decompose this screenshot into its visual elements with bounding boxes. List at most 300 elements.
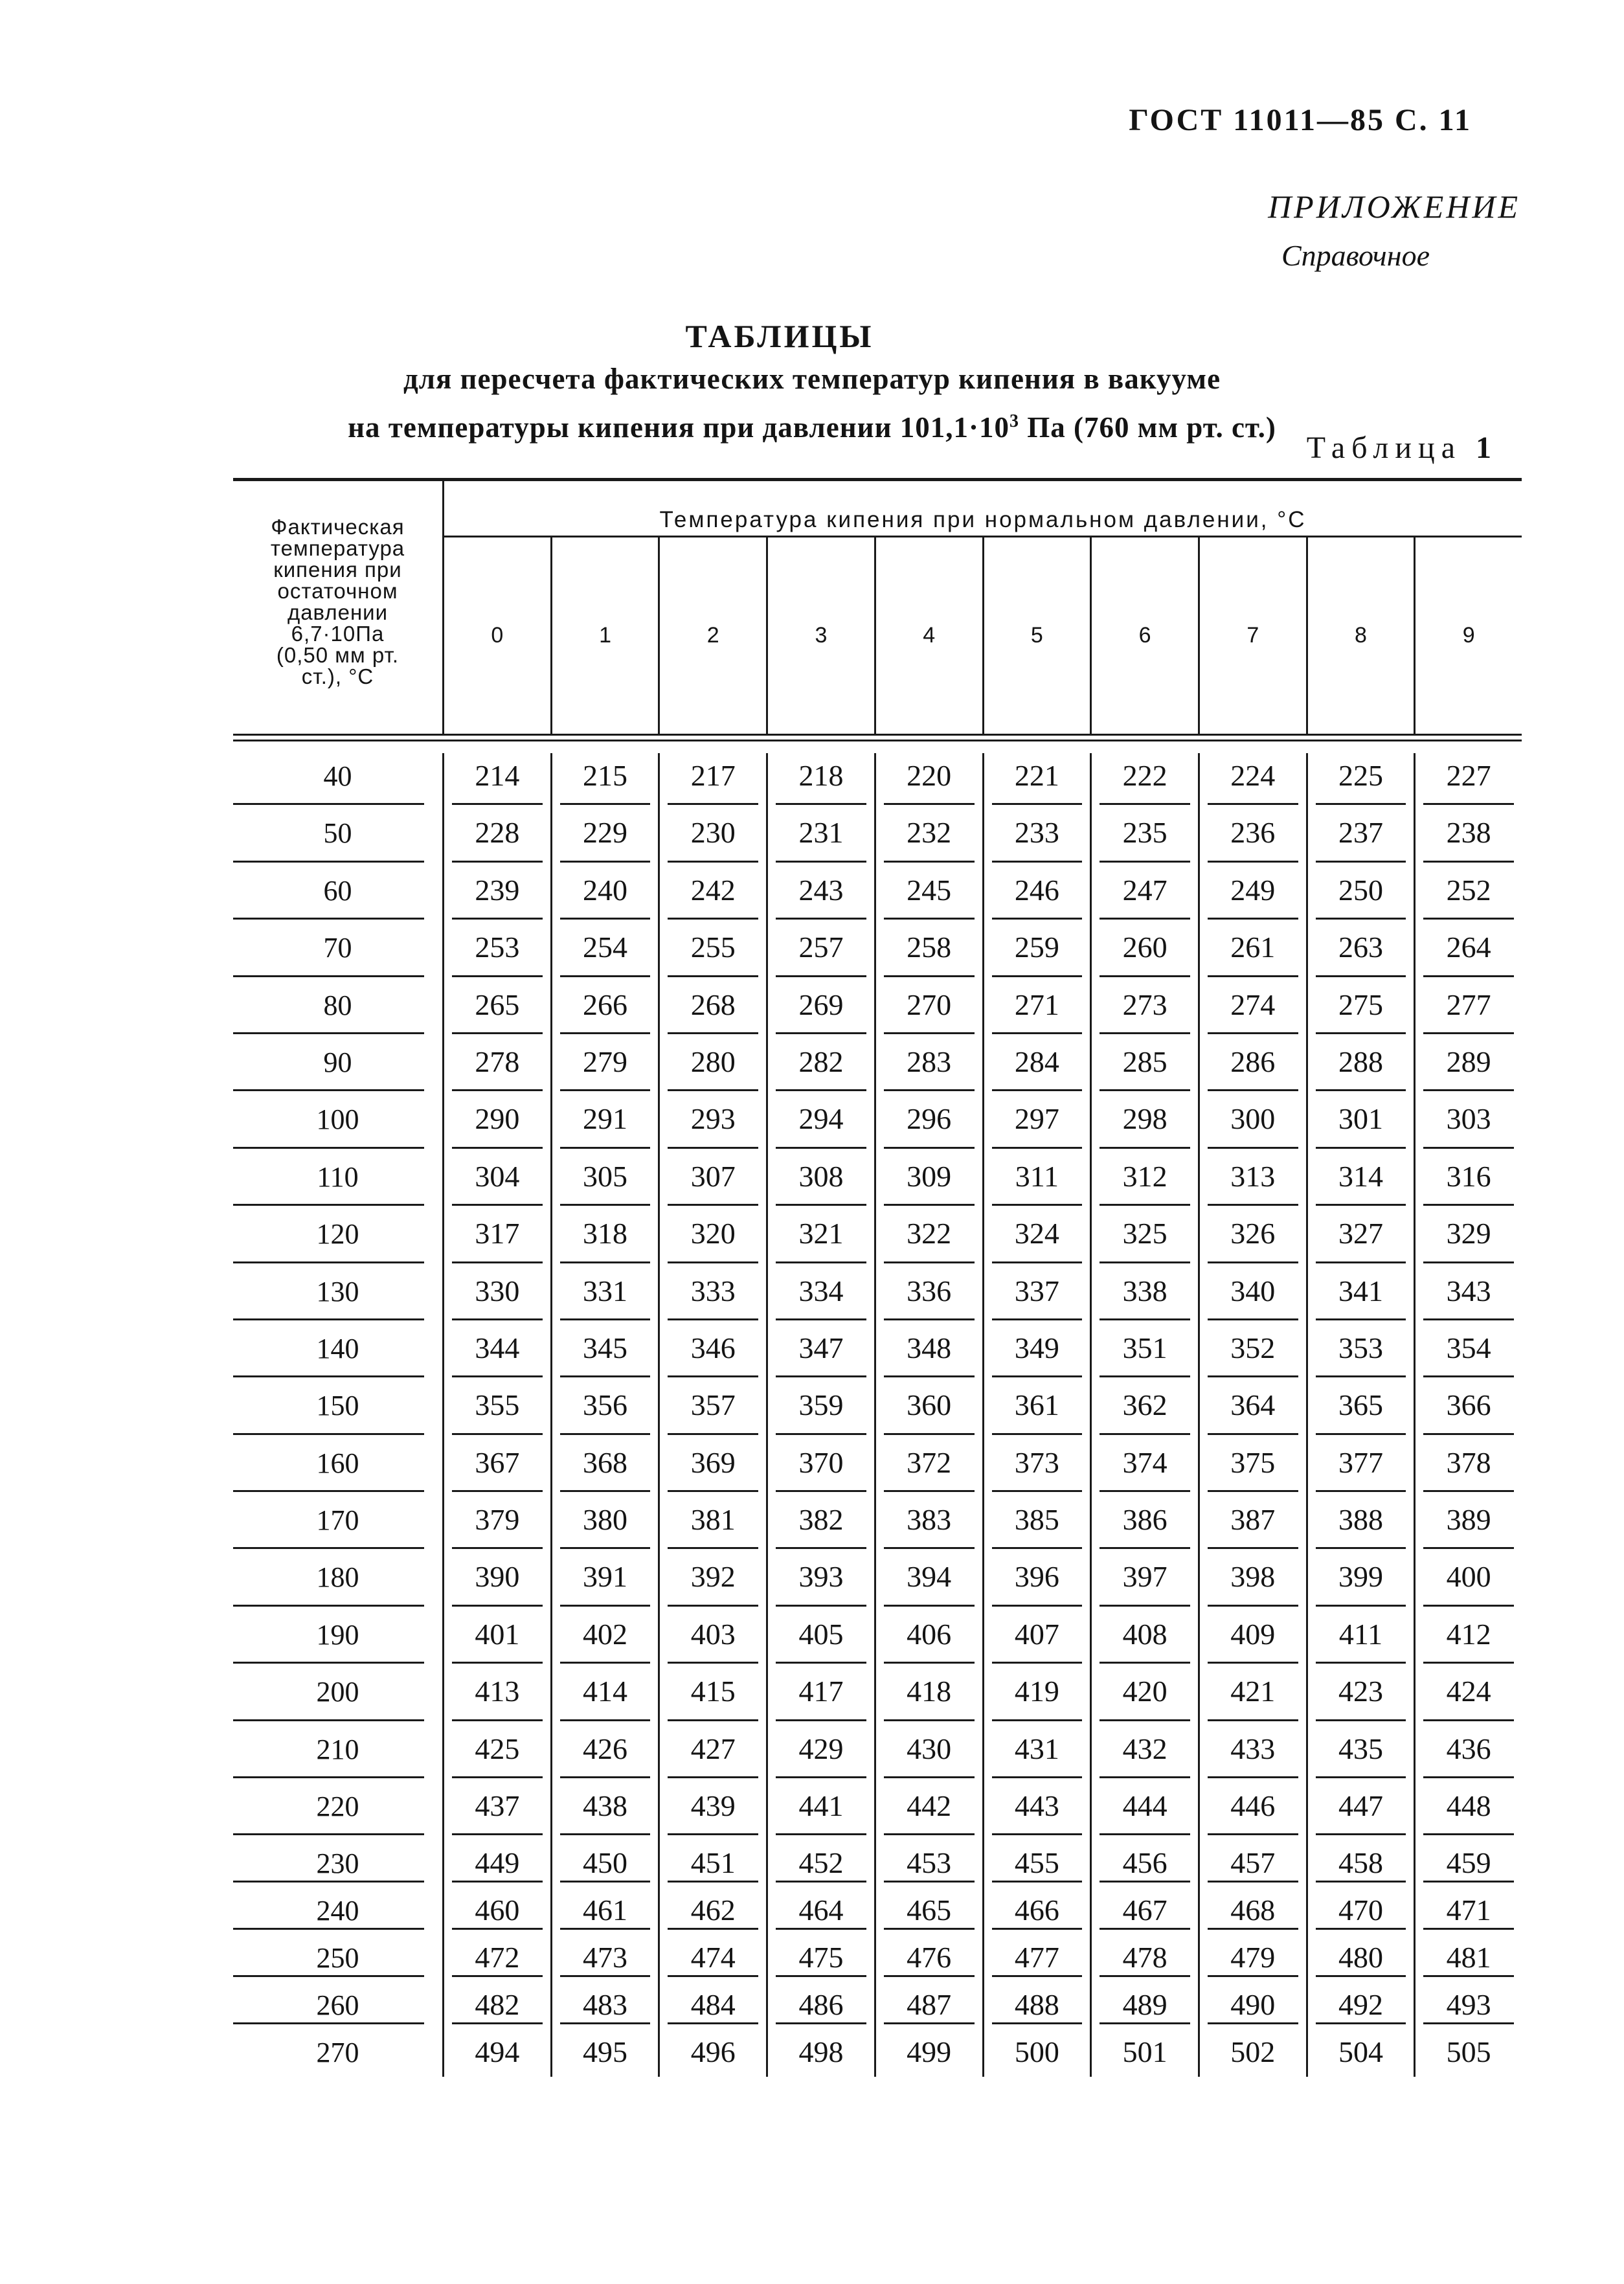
column-group-title: Температура кипения при нормальном давлении, °С bbox=[444, 481, 1522, 537]
table-cell: 275 bbox=[1306, 982, 1414, 1039]
table-cell: 438 bbox=[550, 1783, 659, 1840]
table-cell: 343 bbox=[1414, 1269, 1522, 1326]
appendix-type: Справочное bbox=[1281, 239, 1430, 272]
column-header-1: 1 bbox=[550, 537, 659, 734]
table-cell: 456 bbox=[1090, 1840, 1198, 1888]
table-cell: 296 bbox=[874, 1096, 982, 1153]
page-header: ГОСТ 11011—85 С. 11 bbox=[1129, 103, 1472, 137]
row-key: 220 bbox=[233, 1783, 444, 1840]
table-cell: 375 bbox=[1198, 1440, 1306, 1497]
row-cells bbox=[444, 1211, 1522, 1268]
table-cell: 239 bbox=[444, 868, 550, 925]
column-header-8: 8 bbox=[1306, 537, 1414, 734]
table-cell: 333 bbox=[658, 1269, 766, 1326]
table-cell: 237 bbox=[1306, 810, 1414, 867]
row-key: 120 bbox=[233, 1211, 444, 1268]
table-cell: 268 bbox=[658, 982, 766, 1039]
table-cell: 405 bbox=[766, 1612, 874, 1669]
table-cell: 477 bbox=[982, 1935, 1090, 1982]
table-cell: 483 bbox=[550, 1982, 659, 2030]
table-cell: 252 bbox=[1414, 868, 1522, 925]
table-cell: 293 bbox=[658, 1096, 766, 1153]
title-line-1: для пересчета фактических температур кипения в вакууме bbox=[403, 363, 1221, 395]
table-cell: 304 bbox=[444, 1154, 550, 1211]
table-cell: 278 bbox=[444, 1039, 550, 1096]
table-cell: 396 bbox=[982, 1554, 1090, 1611]
row-key: 260 bbox=[233, 1982, 444, 2030]
table-cell: 233 bbox=[982, 810, 1090, 867]
table-cell: 360 bbox=[874, 1383, 982, 1440]
row-key: 210 bbox=[233, 1726, 444, 1783]
column-header-9: 9 bbox=[1414, 537, 1522, 734]
table-row bbox=[233, 1211, 1522, 1268]
appendix-label: ПРИЛОЖЕНИЕ bbox=[1268, 188, 1520, 225]
row-key: 70 bbox=[233, 925, 444, 982]
row-header-cell bbox=[233, 481, 444, 734]
table-cell: 465 bbox=[874, 1888, 982, 1935]
table-cell: 254 bbox=[550, 925, 659, 982]
table-cell: 255 bbox=[658, 925, 766, 982]
row-header-line: ст.), °С bbox=[301, 664, 374, 688]
table-cell: 383 bbox=[874, 1497, 982, 1554]
table-cell: 430 bbox=[874, 1726, 982, 1783]
table-cell: 446 bbox=[1198, 1783, 1306, 1840]
table-cell: 482 bbox=[444, 1982, 550, 2030]
table-cell: 392 bbox=[658, 1554, 766, 1611]
table-cell: 331 bbox=[550, 1269, 659, 1326]
table-cell: 313 bbox=[1198, 1154, 1306, 1211]
table-cell: 273 bbox=[1090, 982, 1198, 1039]
row-header-line: (0,50 мм рт. bbox=[276, 643, 400, 667]
table-cell: 357 bbox=[658, 1383, 766, 1440]
table-cell: 228 bbox=[444, 810, 550, 867]
table-cell: 370 bbox=[766, 1440, 874, 1497]
row-cells bbox=[444, 1383, 1522, 1440]
table-cell: 364 bbox=[1198, 1383, 1306, 1440]
table-cell: 227 bbox=[1414, 753, 1522, 810]
table-cell: 224 bbox=[1198, 753, 1306, 810]
table-cell: 493 bbox=[1414, 1982, 1522, 2030]
table-row bbox=[233, 1982, 1522, 2030]
table-cell: 418 bbox=[874, 1669, 982, 1726]
table-cell: 406 bbox=[874, 1612, 982, 1669]
table-cell: 431 bbox=[982, 1726, 1090, 1783]
table-cell: 240 bbox=[550, 868, 659, 925]
table-cell: 346 bbox=[658, 1326, 766, 1383]
table-cell: 229 bbox=[550, 810, 659, 867]
table-cell: 394 bbox=[874, 1554, 982, 1611]
row-cells bbox=[444, 925, 1522, 982]
table-cell: 423 bbox=[1306, 1669, 1414, 1726]
row-cells bbox=[444, 1269, 1522, 1326]
table-cell: 367 bbox=[444, 1440, 550, 1497]
table-cell: 402 bbox=[550, 1612, 659, 1669]
table-row bbox=[233, 1383, 1522, 1440]
table-cell: 502 bbox=[1198, 2030, 1306, 2077]
row-key: 150 bbox=[233, 1383, 444, 1440]
table-row bbox=[233, 982, 1522, 1039]
table-cell: 336 bbox=[874, 1269, 982, 1326]
row-key: 40 bbox=[233, 753, 444, 810]
table-cell: 496 bbox=[658, 2030, 766, 2077]
title-block bbox=[0, 317, 1624, 446]
table-header-row bbox=[233, 481, 1522, 734]
table-cell: 495 bbox=[550, 2030, 659, 2077]
table-cell: 471 bbox=[1414, 1888, 1522, 1935]
table-cell: 390 bbox=[444, 1554, 550, 1611]
row-key: 60 bbox=[233, 868, 444, 925]
table-cell: 457 bbox=[1198, 1840, 1306, 1888]
table-cell: 449 bbox=[444, 1840, 550, 1888]
table-cell: 393 bbox=[766, 1554, 874, 1611]
table-cell: 291 bbox=[550, 1096, 659, 1153]
table-cell: 300 bbox=[1198, 1096, 1306, 1153]
table-cell: 288 bbox=[1306, 1039, 1414, 1096]
row-cells bbox=[444, 1096, 1522, 1153]
table-cell: 372 bbox=[874, 1440, 982, 1497]
table-row bbox=[233, 1888, 1522, 1935]
row-key: 140 bbox=[233, 1326, 444, 1383]
row-cells bbox=[444, 1726, 1522, 1783]
table-cell: 340 bbox=[1198, 1269, 1306, 1326]
row-key: 240 bbox=[233, 1888, 444, 1935]
table-cell: 320 bbox=[658, 1211, 766, 1268]
table-cell: 453 bbox=[874, 1840, 982, 1888]
table-cell: 500 bbox=[982, 2030, 1090, 2077]
table-cell: 374 bbox=[1090, 1440, 1198, 1497]
table-cell: 261 bbox=[1198, 925, 1306, 982]
row-key: 230 bbox=[233, 1840, 444, 1888]
table-cell: 222 bbox=[1090, 753, 1198, 810]
row-cells bbox=[444, 1669, 1522, 1726]
table-cell: 397 bbox=[1090, 1554, 1198, 1611]
table-cell: 417 bbox=[766, 1669, 874, 1726]
row-key: 270 bbox=[233, 2030, 444, 2077]
table-cell: 285 bbox=[1090, 1039, 1198, 1096]
table-cell: 330 bbox=[444, 1269, 550, 1326]
column-header-4: 4 bbox=[874, 537, 982, 734]
table-cell: 307 bbox=[658, 1154, 766, 1211]
row-cells bbox=[444, 1840, 1522, 1888]
table-cell: 246 bbox=[982, 868, 1090, 925]
table-cell: 462 bbox=[658, 1888, 766, 1935]
table-cell: 398 bbox=[1198, 1554, 1306, 1611]
table-cell: 250 bbox=[1306, 868, 1414, 925]
column-header-5: 5 bbox=[982, 537, 1090, 734]
table-row bbox=[233, 1096, 1522, 1153]
table-cell: 420 bbox=[1090, 1669, 1198, 1726]
table-cell: 490 bbox=[1198, 1982, 1306, 2030]
column-header-6: 6 bbox=[1090, 537, 1198, 734]
table-cell: 245 bbox=[874, 868, 982, 925]
table-cell: 437 bbox=[444, 1783, 550, 1840]
title-line-2-after: Па (760 мм рт. ст.) bbox=[1019, 411, 1276, 444]
row-cells bbox=[444, 1935, 1522, 1982]
table-cell: 429 bbox=[766, 1726, 874, 1783]
title-line-2-sup: 3 bbox=[1009, 411, 1020, 431]
table-cell: 365 bbox=[1306, 1383, 1414, 1440]
table-cell: 235 bbox=[1090, 810, 1198, 867]
table-cell: 214 bbox=[444, 753, 550, 810]
table-cell: 411 bbox=[1306, 1612, 1414, 1669]
table-cell: 400 bbox=[1414, 1554, 1522, 1611]
table-cell: 433 bbox=[1198, 1726, 1306, 1783]
row-cells bbox=[444, 1039, 1522, 1096]
table-cell: 464 bbox=[766, 1888, 874, 1935]
table-row bbox=[233, 1840, 1522, 1888]
table-cell: 476 bbox=[874, 1935, 982, 1982]
row-key: 160 bbox=[233, 1440, 444, 1497]
table-cell: 388 bbox=[1306, 1497, 1414, 1554]
table-cell: 452 bbox=[766, 1840, 874, 1888]
table-cell: 230 bbox=[658, 810, 766, 867]
table-cell: 354 bbox=[1414, 1326, 1522, 1383]
row-header-line: температура bbox=[270, 536, 405, 560]
table-row bbox=[233, 1612, 1522, 1669]
table-cell: 421 bbox=[1198, 1669, 1306, 1726]
table-cell: 283 bbox=[874, 1039, 982, 1096]
table-cell: 321 bbox=[766, 1211, 874, 1268]
table-cell: 458 bbox=[1306, 1840, 1414, 1888]
table-cell: 399 bbox=[1306, 1554, 1414, 1611]
table-cell: 467 bbox=[1090, 1888, 1198, 1935]
table-cell: 377 bbox=[1306, 1440, 1414, 1497]
table-cell: 309 bbox=[874, 1154, 982, 1211]
table-cell: 361 bbox=[982, 1383, 1090, 1440]
conversion-table bbox=[233, 478, 1522, 2077]
table-cell: 274 bbox=[1198, 982, 1306, 1039]
table-cell: 322 bbox=[874, 1211, 982, 1268]
row-cells bbox=[444, 868, 1522, 925]
table-cell: 408 bbox=[1090, 1612, 1198, 1669]
table-cell: 472 bbox=[444, 1935, 550, 1982]
table-cell: 308 bbox=[766, 1154, 874, 1211]
table-cell: 266 bbox=[550, 982, 659, 1039]
table-cell: 389 bbox=[1414, 1497, 1522, 1554]
table-cell: 436 bbox=[1414, 1726, 1522, 1783]
table-cell: 264 bbox=[1414, 925, 1522, 982]
row-cells bbox=[444, 1783, 1522, 1840]
table-cell: 466 bbox=[982, 1888, 1090, 1935]
table-cell: 356 bbox=[550, 1383, 659, 1440]
column-group bbox=[444, 481, 1522, 734]
table-row bbox=[233, 1326, 1522, 1383]
table-cell: 324 bbox=[982, 1211, 1090, 1268]
table-cell: 318 bbox=[550, 1211, 659, 1268]
table-cell: 294 bbox=[766, 1096, 874, 1153]
table-cell: 277 bbox=[1414, 982, 1522, 1039]
table-cell: 311 bbox=[982, 1154, 1090, 1211]
table-cell: 460 bbox=[444, 1888, 550, 1935]
table-row bbox=[233, 1783, 1522, 1840]
row-key: 200 bbox=[233, 1669, 444, 1726]
table-cell: 455 bbox=[982, 1840, 1090, 1888]
table-cell: 439 bbox=[658, 1783, 766, 1840]
table-cell: 303 bbox=[1414, 1096, 1522, 1153]
table-cell: 504 bbox=[1306, 2030, 1414, 2077]
table-cell: 238 bbox=[1414, 810, 1522, 867]
row-cells bbox=[444, 1440, 1522, 1497]
table-cell: 461 bbox=[550, 1888, 659, 1935]
table-cell: 338 bbox=[1090, 1269, 1198, 1326]
table-cell: 258 bbox=[874, 925, 982, 982]
table-cell: 473 bbox=[550, 1935, 659, 1982]
table-cell: 345 bbox=[550, 1326, 659, 1383]
table-cell: 369 bbox=[658, 1440, 766, 1497]
column-header-7: 7 bbox=[1198, 537, 1306, 734]
table-cell: 316 bbox=[1414, 1154, 1522, 1211]
table-cell: 479 bbox=[1198, 1935, 1306, 1982]
table-body bbox=[233, 753, 1522, 2077]
table-cell: 391 bbox=[550, 1554, 659, 1611]
table-cell: 407 bbox=[982, 1612, 1090, 1669]
table-cell: 220 bbox=[874, 753, 982, 810]
row-cells bbox=[444, 1154, 1522, 1211]
table-cell: 381 bbox=[658, 1497, 766, 1554]
row-key: 170 bbox=[233, 1497, 444, 1554]
table-cell: 218 bbox=[766, 753, 874, 810]
row-key: 50 bbox=[233, 810, 444, 867]
table-cell: 236 bbox=[1198, 810, 1306, 867]
table-cell: 232 bbox=[874, 810, 982, 867]
row-cells bbox=[444, 1612, 1522, 1669]
table-cell: 409 bbox=[1198, 1612, 1306, 1669]
table-cell: 412 bbox=[1414, 1612, 1522, 1669]
table-cell: 231 bbox=[766, 810, 874, 867]
row-cells bbox=[444, 1497, 1522, 1554]
table-cell: 475 bbox=[766, 1935, 874, 1982]
row-header-line: 6,7·10Па bbox=[291, 622, 385, 646]
table-cell: 325 bbox=[1090, 1211, 1198, 1268]
table-cell: 242 bbox=[658, 868, 766, 925]
table-row bbox=[233, 1497, 1522, 1554]
table-cell: 329 bbox=[1414, 1211, 1522, 1268]
table-cell: 487 bbox=[874, 1982, 982, 2030]
table-row bbox=[233, 753, 1522, 810]
table-cell: 387 bbox=[1198, 1497, 1306, 1554]
table-cell: 359 bbox=[766, 1383, 874, 1440]
row-key: 250 bbox=[233, 1935, 444, 1982]
table-cell: 301 bbox=[1306, 1096, 1414, 1153]
table-row bbox=[233, 1440, 1522, 1497]
table-cell: 349 bbox=[982, 1326, 1090, 1383]
table-cell: 260 bbox=[1090, 925, 1198, 982]
table-cell: 385 bbox=[982, 1497, 1090, 1554]
table-cell: 263 bbox=[1306, 925, 1414, 982]
table-cell: 413 bbox=[444, 1669, 550, 1726]
table-cell: 265 bbox=[444, 982, 550, 1039]
table-cell: 499 bbox=[874, 2030, 982, 2077]
table-cell: 317 bbox=[444, 1211, 550, 1268]
table-label bbox=[1307, 430, 1491, 466]
table-cell: 489 bbox=[1090, 1982, 1198, 2030]
row-key: 110 bbox=[233, 1154, 444, 1211]
table-cell: 353 bbox=[1306, 1326, 1414, 1383]
table-cell: 217 bbox=[658, 753, 766, 810]
row-header-line: давлении bbox=[287, 600, 389, 624]
table-cell: 505 bbox=[1414, 2030, 1522, 2077]
table-cell: 334 bbox=[766, 1269, 874, 1326]
row-cells bbox=[444, 1982, 1522, 2030]
table-cell: 259 bbox=[982, 925, 1090, 982]
table-cell: 442 bbox=[874, 1783, 982, 1840]
table-cell: 305 bbox=[550, 1154, 659, 1211]
table-row bbox=[233, 2030, 1522, 2077]
table-cell: 486 bbox=[766, 1982, 874, 2030]
table-cell: 314 bbox=[1306, 1154, 1414, 1211]
table-cell: 280 bbox=[658, 1039, 766, 1096]
table-row bbox=[233, 1269, 1522, 1326]
table-cell: 419 bbox=[982, 1669, 1090, 1726]
table-cell: 441 bbox=[766, 1783, 874, 1840]
table-cell: 297 bbox=[982, 1096, 1090, 1153]
table-cell: 478 bbox=[1090, 1935, 1198, 1982]
table-cell: 286 bbox=[1198, 1039, 1306, 1096]
table-label-text: Таблица bbox=[1306, 431, 1461, 465]
table-cell: 498 bbox=[766, 2030, 874, 2077]
table-cell: 290 bbox=[444, 1096, 550, 1153]
table-row bbox=[233, 868, 1522, 925]
table-cell: 426 bbox=[550, 1726, 659, 1783]
row-cells bbox=[444, 1554, 1522, 1611]
table-cell: 501 bbox=[1090, 2030, 1198, 2077]
column-numbers bbox=[444, 537, 1522, 734]
header-double-rule bbox=[233, 734, 1522, 741]
table-cell: 444 bbox=[1090, 1783, 1198, 1840]
table-cell: 284 bbox=[982, 1039, 1090, 1096]
table-cell: 474 bbox=[658, 1935, 766, 1982]
table-cell: 415 bbox=[658, 1669, 766, 1726]
table-cell: 312 bbox=[1090, 1154, 1198, 1211]
table-cell: 337 bbox=[982, 1269, 1090, 1326]
row-cells bbox=[444, 1888, 1522, 1935]
table-cell: 269 bbox=[766, 982, 874, 1039]
table-cell: 282 bbox=[766, 1039, 874, 1096]
table-cell: 326 bbox=[1198, 1211, 1306, 1268]
table-cell: 386 bbox=[1090, 1497, 1198, 1554]
table-cell: 366 bbox=[1414, 1383, 1522, 1440]
table-cell: 247 bbox=[1090, 868, 1198, 925]
column-header-0: 0 bbox=[491, 623, 504, 648]
table-cell: 253 bbox=[444, 925, 550, 982]
table-cell: 249 bbox=[1198, 868, 1306, 925]
row-key: 130 bbox=[233, 1269, 444, 1326]
row-cells bbox=[444, 753, 1522, 810]
table-cell: 368 bbox=[550, 1440, 659, 1497]
table-cell: 403 bbox=[658, 1612, 766, 1669]
table-cell: 351 bbox=[1090, 1326, 1198, 1383]
table-row bbox=[233, 925, 1522, 982]
column-header-2: 2 bbox=[658, 537, 766, 734]
table-row bbox=[233, 1154, 1522, 1211]
table-cell: 435 bbox=[1306, 1726, 1414, 1783]
row-header-line: кипения при bbox=[273, 558, 402, 582]
table-cell: 279 bbox=[550, 1039, 659, 1096]
table-cell: 344 bbox=[444, 1326, 550, 1383]
table-cell: 225 bbox=[1306, 753, 1414, 810]
row-header-line: остаточном bbox=[277, 579, 398, 603]
title-line-2-before: на температуры кипения при давлении 101,1·10 bbox=[348, 411, 1010, 444]
table-cell: 448 bbox=[1414, 1783, 1522, 1840]
table-cell: 450 bbox=[550, 1840, 659, 1888]
column-header-3: 3 bbox=[766, 537, 874, 734]
table-cell: 270 bbox=[874, 982, 982, 1039]
row-cells bbox=[444, 810, 1522, 867]
row-key: 190 bbox=[233, 1612, 444, 1669]
table-cell: 289 bbox=[1414, 1039, 1522, 1096]
table-cell: 468 bbox=[1198, 1888, 1306, 1935]
table-cell: 373 bbox=[982, 1440, 1090, 1497]
